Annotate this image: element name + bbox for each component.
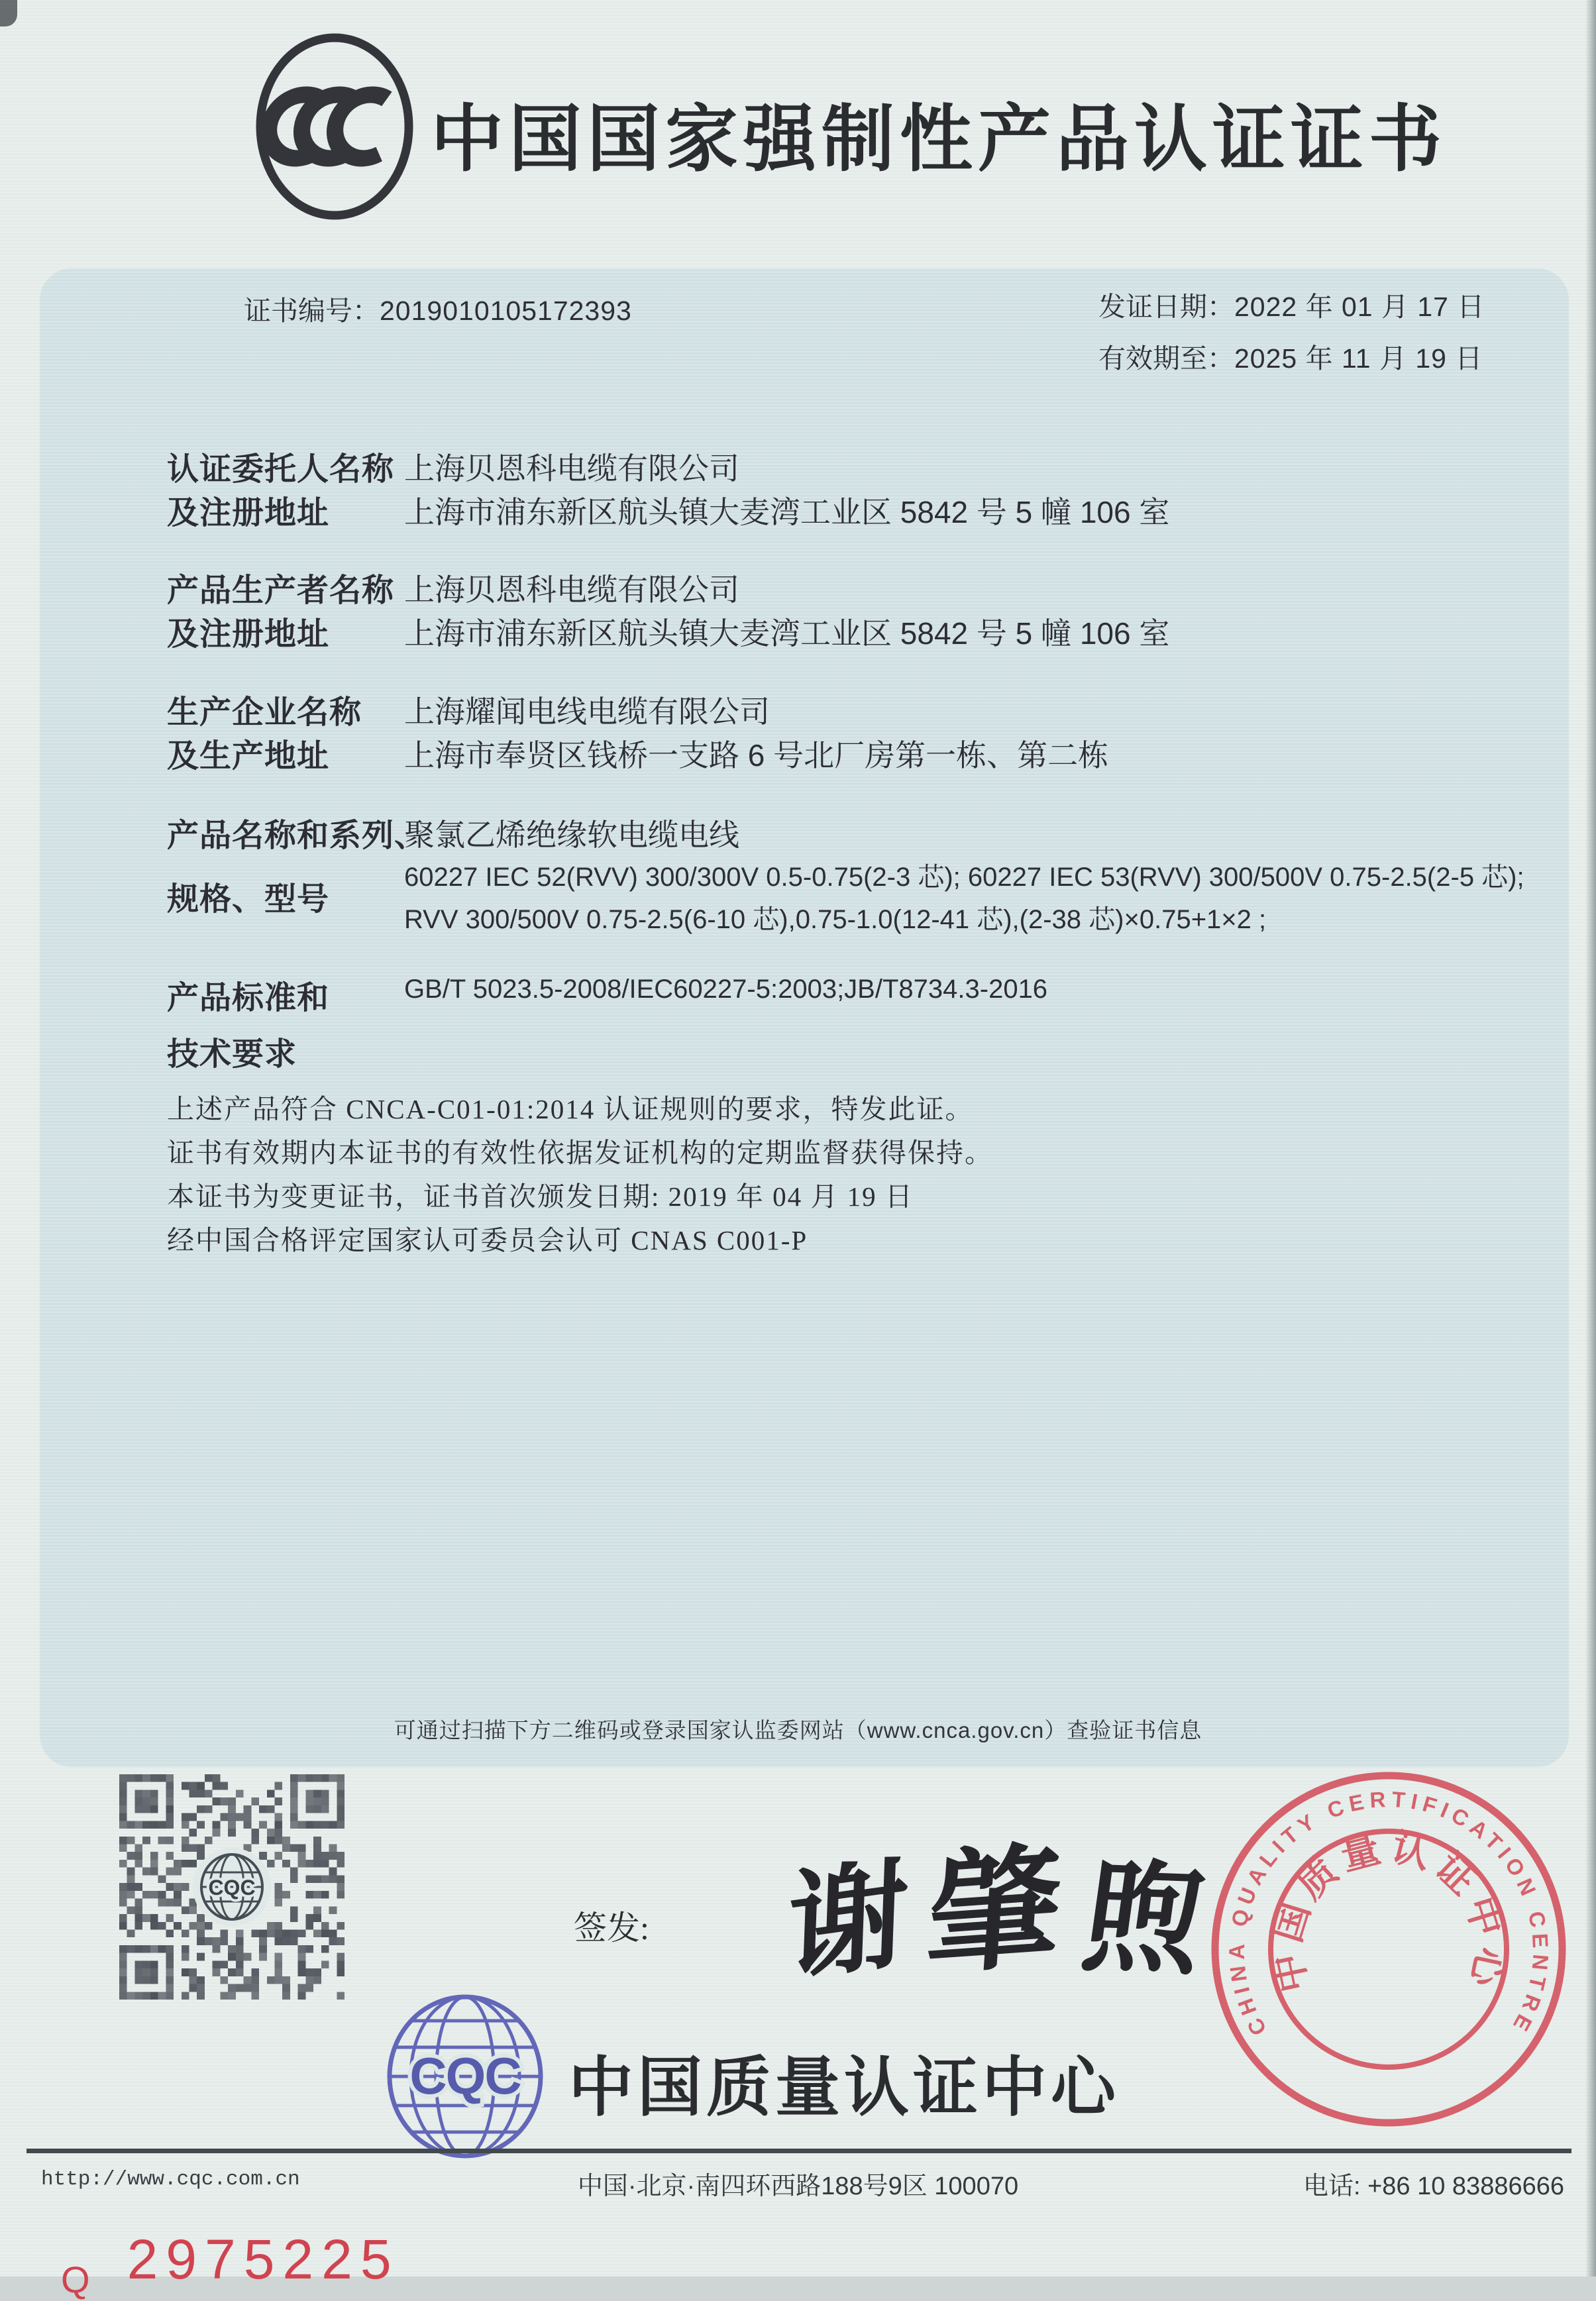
- stamp-ring-text: CHINA QUALITY CERTIFICATION CENTRE: [1224, 1786, 1554, 2040]
- certificate-number-value: 2019010105172393: [380, 295, 632, 326]
- signature-char: 谢: [785, 1848, 911, 1996]
- cqc-globe-icon: [383, 1993, 547, 2160]
- factory-name-label: 生产企业名称: [167, 695, 362, 730]
- cqc-logo-label: CQC: [409, 2047, 521, 2105]
- signature-char: 肇: [922, 1835, 1066, 1992]
- scan-corner-artifact: [0, 0, 17, 27]
- applicant-address-value: 上海市浦东新区航头镇大麦湾工业区 5842 号 5 幢 106 室: [404, 495, 1170, 529]
- issuer-name: 中国质量认证中心: [568, 2051, 1120, 2123]
- standard-label-line2: 技术要求: [167, 1037, 297, 1072]
- statement-first-issue: 本证书为变更证书，证书首次颁发日期: 2019 年 04 月 19 日: [167, 1181, 914, 1212]
- product-name-value: 聚氯乙烯绝缘软电缆电线: [404, 818, 739, 852]
- statement-cnas: 经中国合格评定国家认可委员会认可 CNAS C001-P: [167, 1225, 808, 1256]
- footer-address: 中国·北京·南四环西路188号9区 100070: [577, 2172, 1019, 2200]
- expiry-date-value: 2025 年 11 月 19 日: [1234, 343, 1483, 374]
- statement-compliance: 上述产品符合 CNCA-C01-01:2014 认证规则的要求，特发此证。: [167, 1094, 974, 1124]
- statement-validity: 证书有效期内本证书的有效性依据发证机构的定期监督获得保持。: [167, 1138, 993, 1168]
- issue-date-value: 2022 年 01 月 17 日: [1234, 292, 1485, 322]
- producer-address-label: 及注册地址: [167, 617, 330, 652]
- factory-name-value: 上海耀闻电线电缆有限公司: [404, 694, 770, 729]
- scan-edge-artifact: [1585, 0, 1596, 2276]
- issue-date-label: 发证日期：: [1098, 292, 1234, 322]
- product-name-label-line1: 产品名称和系列、: [167, 818, 427, 853]
- certificate-number-label: 证书编号：: [244, 295, 380, 326]
- producer-name-label: 产品生产者名称: [167, 573, 395, 608]
- serial-prefix: Q: [61, 2259, 90, 2300]
- product-spec-line1: 60227 IEC 52(RVV) 300/300V 0.5-0.75(2-3 芯); 60227 IEC 53(RVV) 300/500V 0.75-2.5(2-5 芯);: [404, 863, 1524, 892]
- serial-digits: 2975225: [127, 2228, 399, 2290]
- product-spec-line2: RVV 300/500V 0.75-2.5(6-10 芯),0.75-1.0(12-41 芯),(2-38 芯)×0.75+1×2 ;: [404, 905, 1267, 934]
- certificate-title: 中国国家强制性产品认证证书: [431, 99, 1447, 180]
- ccc-logo-icon: [246, 25, 423, 228]
- standard-label-line1: 产品标准和: [167, 981, 330, 1016]
- factory-address-value: 上海市奉贤区钱桥一支路 6 号北厂房第一栋、第二栋: [404, 738, 1109, 773]
- issue-date-line: [1098, 285, 1485, 324]
- signature-char: 煦: [1074, 1852, 1212, 1990]
- footer-divider: [27, 2149, 1571, 2153]
- applicant-name-label: 认证委托人名称: [167, 452, 395, 487]
- qr-cqc-label: CQC: [208, 1876, 256, 1900]
- svg-text:中国质量认证中心: [1265, 1825, 1513, 1996]
- expiry-date-label: 有效期至：: [1098, 343, 1234, 374]
- footer-phone: 电话: +86 10 83886666: [1303, 2172, 1564, 2200]
- factory-address-label: 及生产地址: [167, 739, 330, 774]
- applicant-name-value: 上海贝恩科电缆有限公司: [404, 451, 739, 486]
- producer-address-value: 上海市浦东新区航头镇大麦湾工业区 5842 号 5 幢 106 室: [404, 616, 1170, 651]
- standard-value: GB/T 5023.5-2008/IEC60227-5:2003;JB/T8734.3-2016: [404, 975, 1048, 1004]
- product-name-label-line2: 规格、型号: [167, 882, 330, 917]
- serial-number: [61, 2227, 399, 2300]
- signed-by-label: 签发:: [574, 1909, 649, 1947]
- footer-website: http://www.cqc.com.cn: [41, 2168, 300, 2191]
- stamp-inner-text: 中国质量认证中心: [1265, 1825, 1513, 1996]
- producer-name-value: 上海贝恩科电缆有限公司: [404, 572, 739, 607]
- certificate-number-line: [244, 289, 632, 328]
- applicant-address-label: 及注册地址: [167, 496, 330, 531]
- red-seal-stamp: [1203, 1764, 1574, 2135]
- expiry-date-line: [1098, 337, 1483, 376]
- qr-cqc-globe-icon: [197, 1852, 266, 1921]
- verify-note: 可通过扫描下方二维码或登录国家认监委网站（www.cnca.gov.cn）查验证书信息: [394, 1718, 1202, 1742]
- qr-center-logo: [193, 1848, 271, 1926]
